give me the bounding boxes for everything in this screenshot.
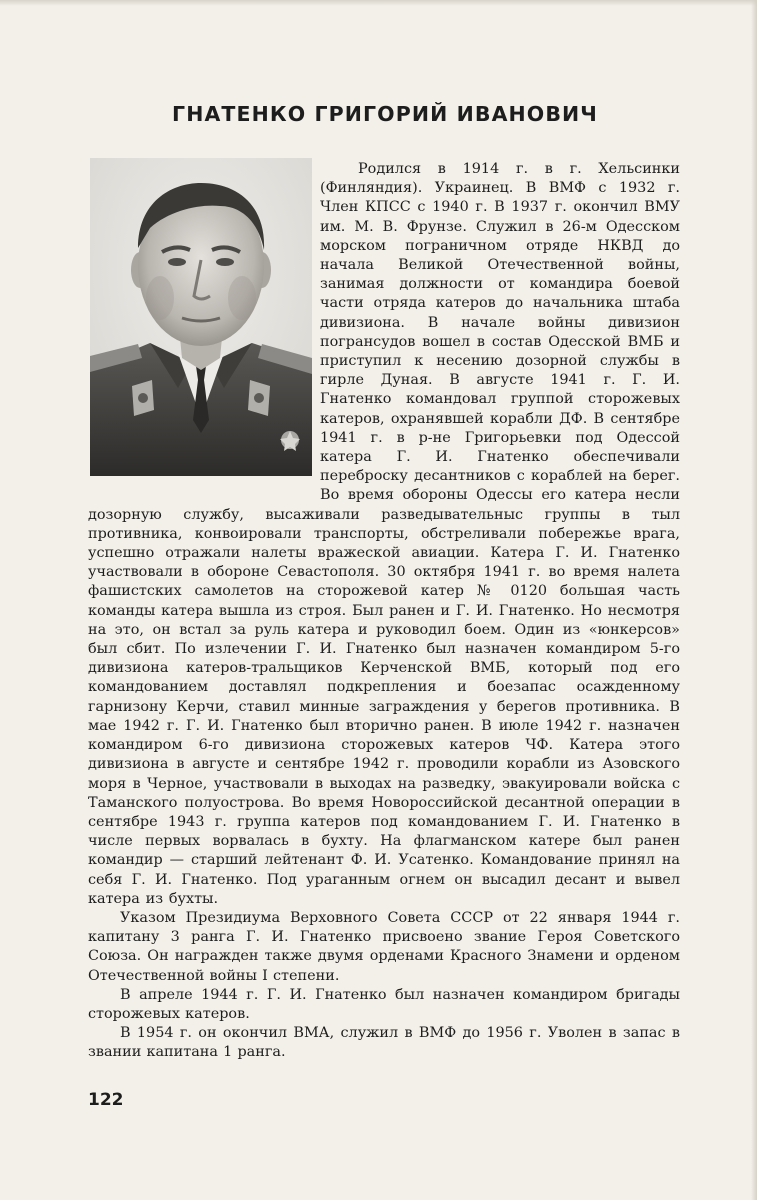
page-edge-shadow [0,0,757,6]
biography-text [88,160,680,1063]
page-number: 122 [88,1090,124,1110]
biography-paragraph-4: В 1954 г. он окончил ВМА, служил в ВМФ до 1956 г. Уволен в запас в звании капитана 1 ранга. [88,1025,680,1061]
page-title: ГНАТЕНКО ГРИГОРИЙ ИВАНОВИЧ [172,102,598,126]
page-edge-shadow-right [751,0,757,1200]
biography-paragraph-2: Указом Президиума Верховного Совета СССР от 22 января 1944 г. капитану 3 ранга Г. И. Гнатенко присвоено звание Героя Советского Союза. Он награжден также двумя орденами Красного Знамени и орденом Отечественной войны I степени. [88,909,680,984]
portrait-spacer [88,160,320,498]
biography-paragraph-3: В апреле 1944 г. Г. И. Гнатенко был назначен командиром бригады сторожевых катеров. [88,986,680,1022]
biography-paragraph-1: Родился в 1914 г. в г. Хельсинки (Финляндия). Украинец. В ВМФ с 1932 г. Член КПСС с 1940 г. В 1937 г. окончил ВМУ им. М. В. Фрунзе. Служил в 26-м Одесском морском пограничном отряде НКВД до начала Великой Отечественной войны, занимая должности от командира боевой части отряда катеров до начальника штаба дивизиона. В начале войны дивизион погрансудов вошел в состав Одесской ВМБ и приступил к несению дозорной службы в гирле Дуная. В августе 1941 г. Г. И. Гнатенко командовал группой сторожевых катеров, охранявшей корабли ДФ. В сентябре 1941 г. в р-не Григорьевки под Одессой катера Г. И. Гнатенко обеспечивали переброску десантников с кораблей на берег. Во время обороны Одессы его катера несли дозорную службу, высаживали разведывательныс группы в тыл противника, конвоировали транспорты, обстреливали побережье врага, успешно отражали налеты вражеской авиации. Катера Г. И. Гнатенко участвовали в обороне Севастополя. 30 октября 1941 г. во время налета фашистских самолетов на сторожевой катер № 0120 большая часть команды катера вышла из строя. Был ранен и Г. И. Гнатенко. Но несмотря на это, он встал за руль катера и руководил боем. Один из «юнкерсов» был сбит. По излечении Г. И. Гнатенко был назначен командиром 5-го дивизиона катеров-тральщиков Керченской ВМБ, который под его командованием доставлял подкрепления и боезапас осажденному гарнизону Керчи, ставил минные заграждения у берегов противника. В мае 1942 г. Г. И. Гнатенко был вторично ранен. В июле 1942 г. назначен командиром 6-го дивизиона сторожевых катеров ЧФ. Катера этого дивизиона в августе и сентябре 1942 г. проводили корабли из Азовского моря в Черное, участвовали в выходах на разведку, эвакуировали войска с Таманского полуострова. Во время Новороссийской десантной операции в сентябре 1943 г. группа катеров под командованием Г. И. Гнатенко в числе первых ворвалась в бухту. На флагманском катере был ранен командир — старший лейтенант Ф. И. Усатенко. Командование принял на себя Г. И. Гнатенко. Под ураганным огнем он высадил десант и вывел катера из бухты. [88,161,680,907]
